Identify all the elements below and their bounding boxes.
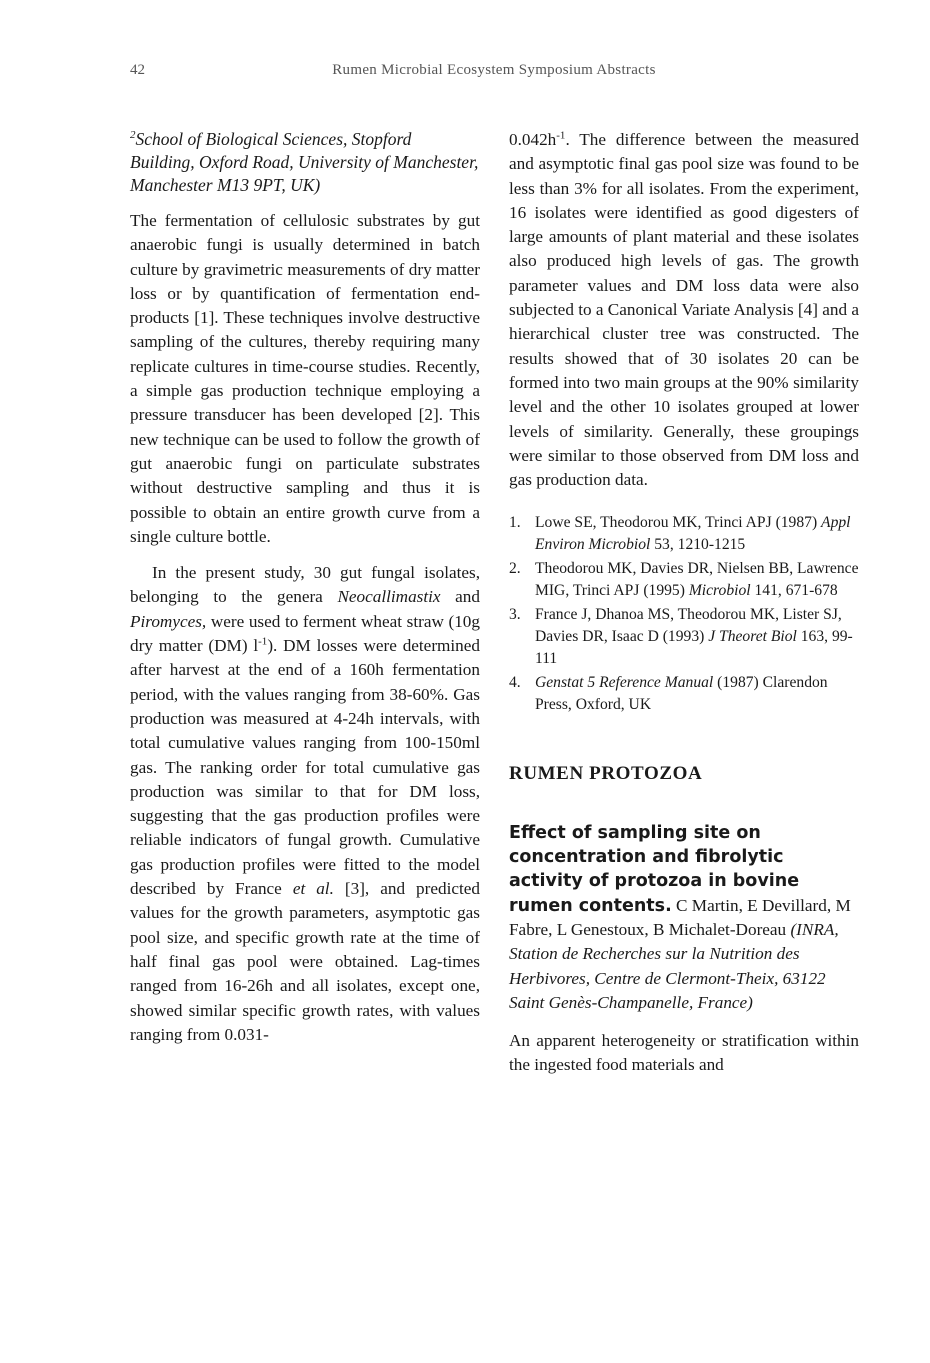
abstract-body: An apparent heterogeneity or stratification within the ingested food materials and: [509, 1031, 859, 1075]
paragraph-2: [130, 561, 480, 1047]
p2-text-c: were used to ferment wheat straw (10g dry matter (DM) l: [130, 611, 480, 656]
reference-number: 1.: [509, 514, 521, 532]
et-al: et al.: [292, 879, 334, 899]
p2-superscript: -1: [258, 635, 268, 648]
paragraph-1: The fermentation of cellulosic substrates by gut anaerobic fungi is usually determined in batch culture by gravimetric measurements of dry matter loss or by quantification of fermentation end-products [1]. These techniques involve destructive sampling of the cultures, thereby requiring many replicate cultures in time-course studies. Recently, a simple gas production technique employing a pressure transducer has been developed [2]. This new technique can be used to follow the growth of gut anaerobic fungi on particulate substrates without destructive sampling and thus it is possible to obtain an entire growth curve from a single culture bottle.: [130, 211, 480, 546]
page-number: 42: [130, 62, 145, 78]
abstract-authors: C Martin, E Devillard, M Fabre, L Genestoux, B Michalet-Doreau: [509, 895, 851, 939]
cont-text-a: 0.042h: [509, 130, 557, 149]
reference-item: [509, 512, 859, 556]
affiliation: [130, 128, 480, 197]
paragraph-continuation: [509, 128, 859, 492]
reference-journal: J Theoret Biol: [708, 628, 797, 646]
running-title: Rumen Microbial Ecosystem Symposium Abstracts: [332, 62, 656, 78]
p2-text-d: ). DM losses were determined after harvest at the end of a 160h fermentation period, with the values ranging from 38-60%. Gas production was measured at 4-24h intervals, with total cumulative values ranging from 100-150ml gas. The ranking order for total cumulative gas production was similar to that for DM loss, suggesting that the gas production profiles were reliable indicators of fungal growth. Cumulative gas production profiles were fitted to the model described by France: [130, 636, 480, 899]
affiliation-text: School of Biological Sciences, Stopford Building, Oxford Road, University of Manchester, Manchester M13 9PT, UK): [130, 129, 479, 195]
p2-text-a: In the present study, 30 gut fungal isolates, belonging to the genera: [130, 563, 480, 607]
reference-number: 3.: [509, 606, 521, 624]
abstract-affiliation: (INRA, Station de Recherches sur la Nutrition des Herbivores, Centre de Clermont-Theix, 63122 Saint Genès-Champanelle, France): [509, 919, 839, 1012]
abstract-title: Effect of sampling site on concentration and fibrolytic activity of protozoa in bovine rumen contents.: [509, 822, 800, 916]
left-column: [130, 128, 480, 1047]
affiliation-marker: 2: [130, 129, 136, 142]
reference-item: [509, 604, 859, 670]
abstract-heading: [509, 821, 859, 1015]
reference-pages: (1987) Clarendon Press, Oxford, UK: [535, 674, 828, 714]
reference-journal: Microbiol: [688, 582, 751, 600]
right-column: [509, 128, 859, 1078]
p2-text-e: [3], and predicted values for the growth parameters, asymptotic gas pool size, and specific growth rate at the time of half final gas pool were obtained. Lag-times ranged from 16-26h and all isolates, except one, showed similar specific growth rates, with values ranging from 0.031-: [130, 879, 480, 1044]
reference-pages: 163, 99-111: [535, 628, 853, 668]
page-header: [0, 58, 930, 92]
section-heading: RUMEN PROTOZOA: [509, 763, 703, 785]
genus-piromyces: Piromyces,: [130, 611, 207, 631]
reference-authors: Theodorou MK, Davies DR, Nielsen BB, Lawrence MIG, Trinci APJ (1995): [535, 560, 859, 600]
genus-neocallimastix: Neocallimastix: [337, 587, 441, 607]
reference-item: [509, 672, 859, 716]
reference-authors: France J, Dhanoa MS, Theodorou MK, Lister SJ, Davies DR, Isaac D (1993): [535, 606, 842, 646]
reference-number: 4.: [509, 674, 521, 692]
reference-pages: 53, 1210-1215: [650, 536, 746, 554]
reference-journal: Appl Environ Microbiol: [535, 514, 851, 554]
reference-authors: Lowe SE, Theodorou MK, Trinci APJ (1987): [535, 514, 822, 532]
reference-item: [509, 558, 859, 602]
reference-journal: Genstat 5 Reference Manual: [535, 674, 714, 692]
p2-text-b: and: [440, 587, 480, 607]
cont-superscript: -1: [556, 129, 566, 142]
cont-text-b: . The difference between the measured and asymptotic final gas pool size was found to be less than 3% for all isolates. From the experiment, 16 isolates were identified as good digesters of large amounts of plant material and these isolates also produced high levels of gas. The growth parameter values and DM loss data were also subjected to a Canonical Variate Analysis [4] and a hierarchical cluster tree was constructed. The results showed that of 30 isolates 20 can be formed into two main groups at the 90% similarity level and the other 10 isolates grouped at lower levels of similarity. Generally, these groupings were similar to those observed from DM loss and gas production data.: [509, 130, 860, 490]
reference-number: 2.: [509, 560, 521, 578]
reference-list: [509, 512, 859, 716]
reference-pages: 141, 671-678: [750, 582, 838, 600]
